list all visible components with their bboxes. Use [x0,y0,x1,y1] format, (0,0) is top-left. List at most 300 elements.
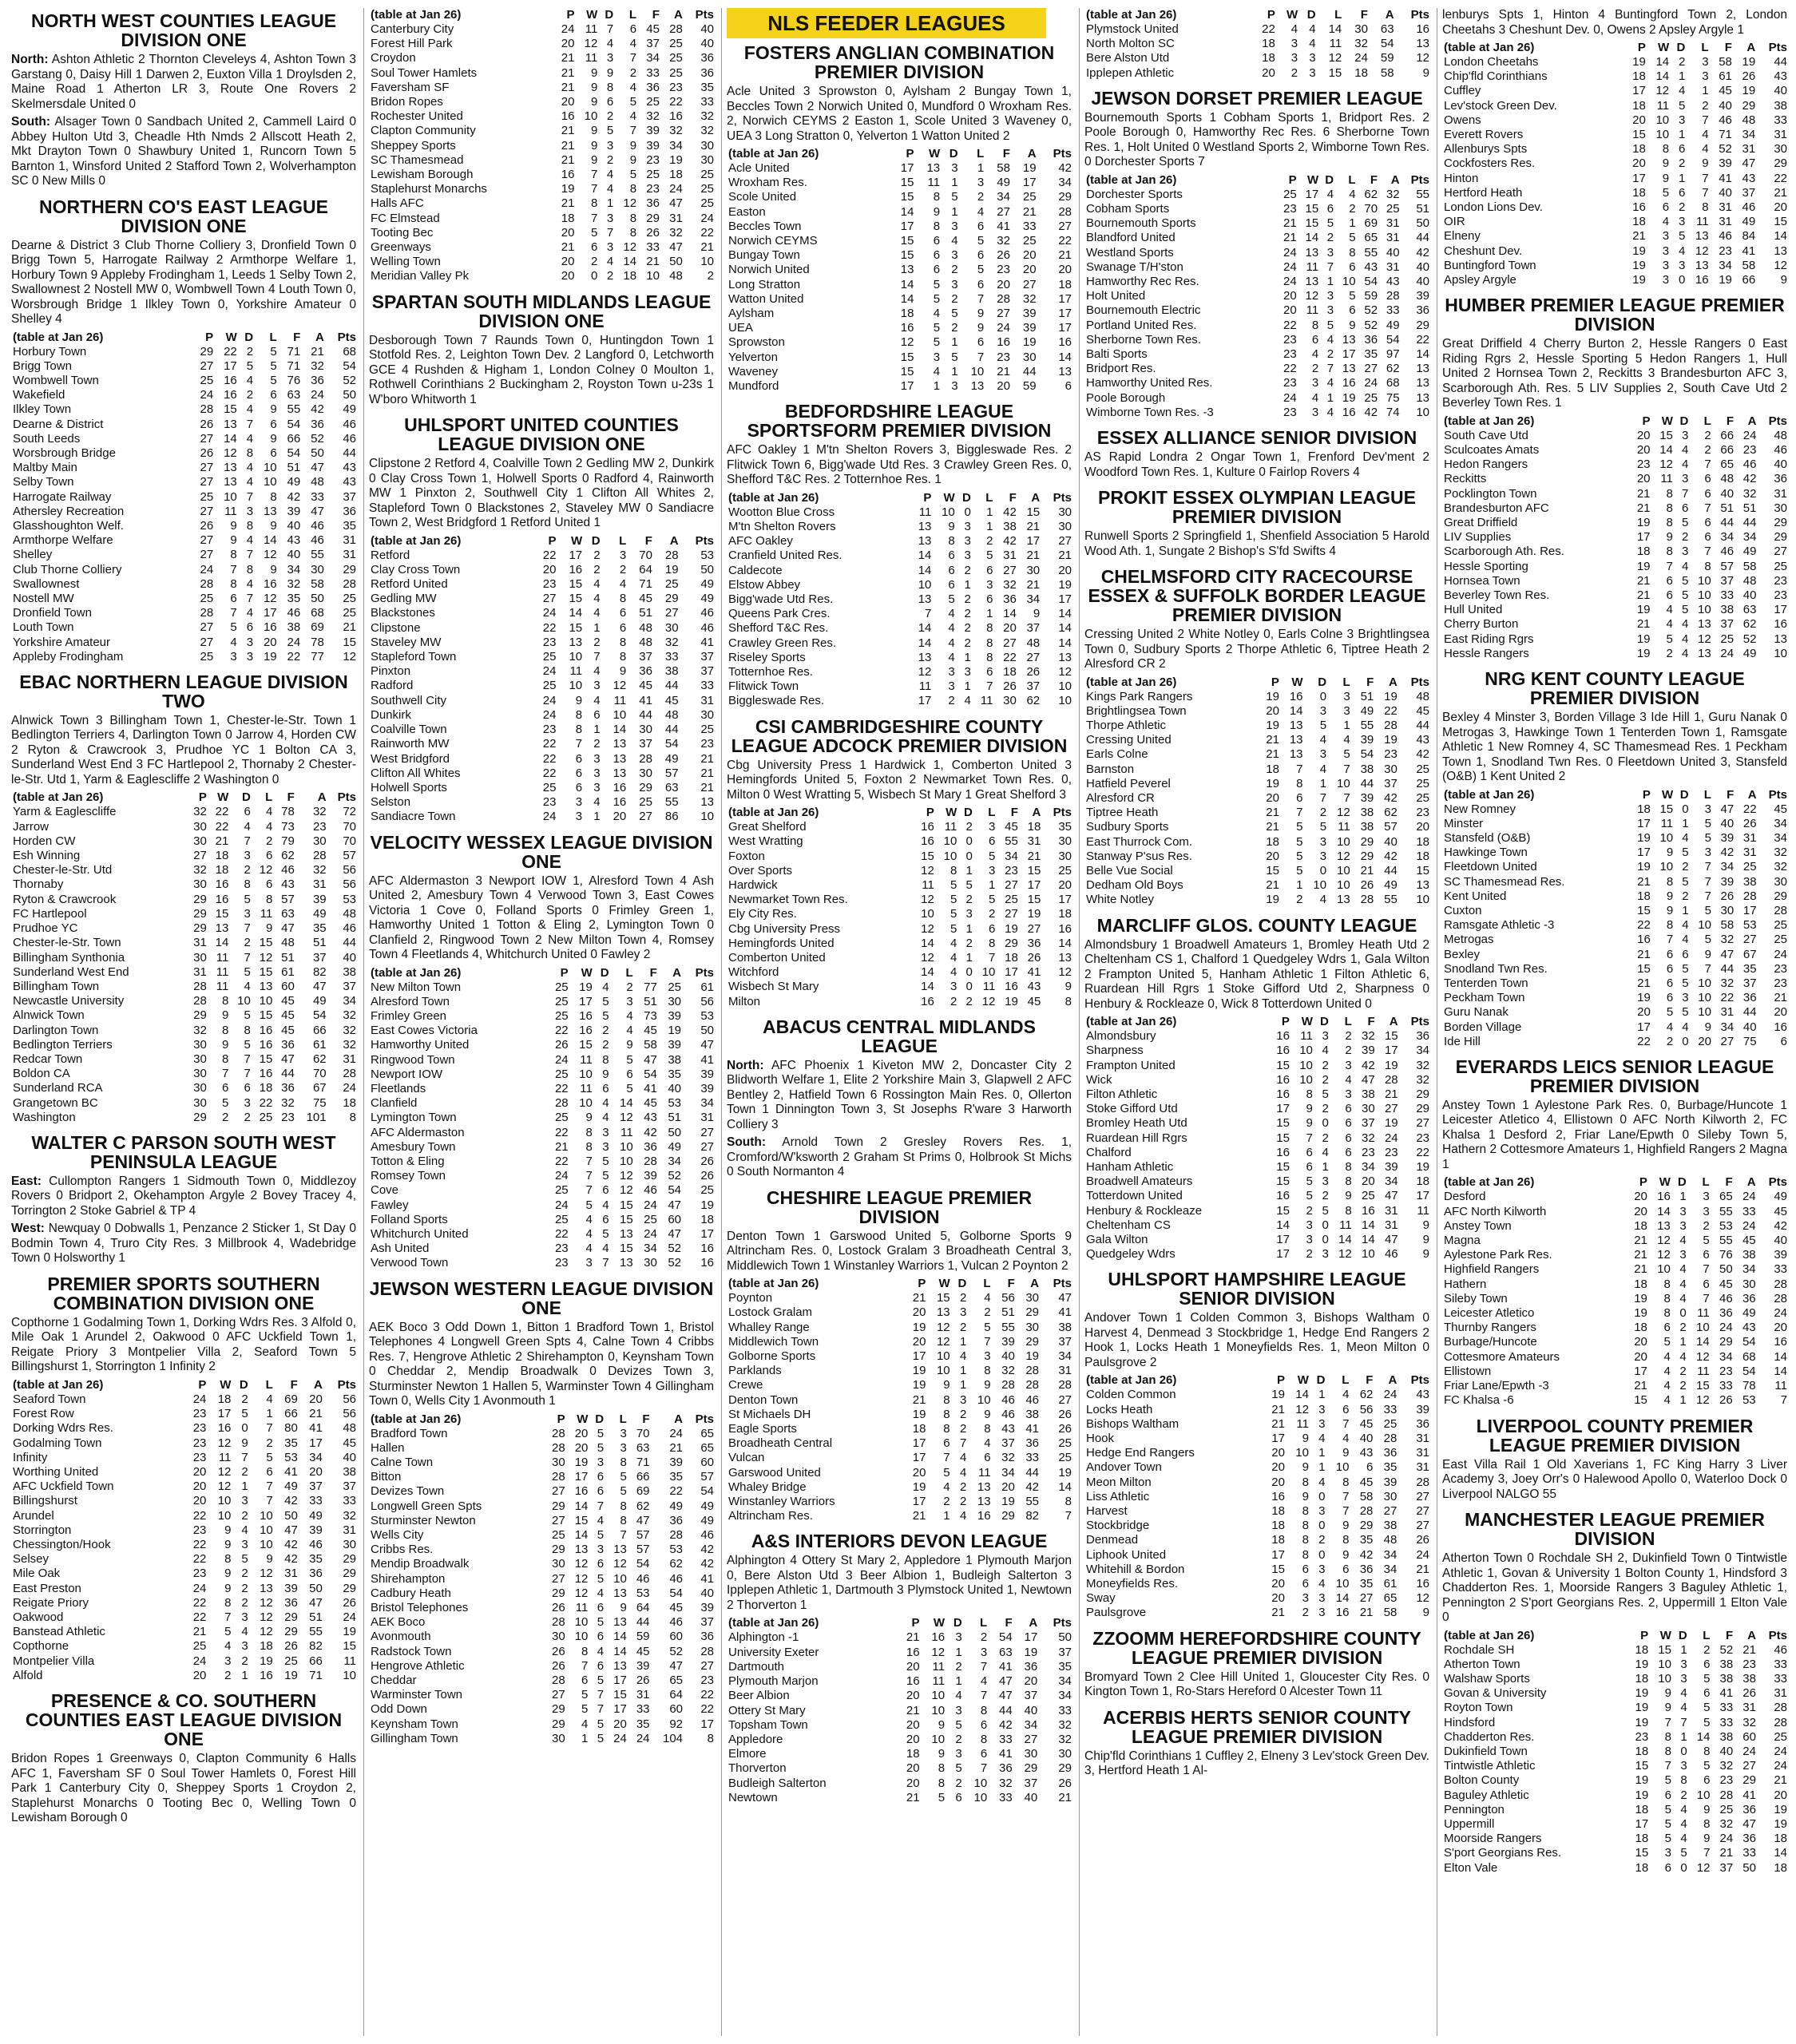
stat-cell: 65 [669,1674,684,1688]
stat-cell: 2 [1682,860,1689,874]
team-name: Parklands [728,1364,782,1378]
team-name: Alphington -1 [728,1630,799,1645]
stat-cell: 8 [246,518,254,533]
stat-cell: 13 [613,1615,627,1630]
table-row [1084,791,1429,806]
stat-cell: 16 [263,576,277,591]
team-name: Kings Park Rangers [1086,689,1193,703]
table-header-cell: Pts [695,8,714,22]
column-divider [1079,8,1080,2036]
stat-cell: 1 [960,1364,967,1378]
stat-cell: 12 [217,1436,232,1450]
stat-cell: 13 [1695,229,1709,244]
stat-cell: 7 [590,182,598,196]
stat-cell: 1 [241,1668,248,1682]
stat-cell: 8 [984,1422,991,1436]
stat-cell: 8 [629,225,637,240]
stat-cell: 60 [281,979,295,993]
table-row [1442,1817,1787,1832]
table-row [369,51,714,65]
stat-cell: 14 [918,549,932,563]
stat-cell: 1 [965,950,973,965]
stat-cell: 3 [951,248,958,263]
table-row [11,475,356,489]
stat-cell: 5 [965,877,973,892]
stat-cell: 24 [1283,275,1297,289]
stat-cell: 38 [1360,762,1374,776]
table-row [11,1480,356,1494]
team-name: Stoke Gifford Utd [1086,1102,1178,1116]
team-name: Sileby Town [1444,1291,1508,1305]
stat-cell: 38 [1360,806,1374,820]
stat-cell: 27 [1005,907,1018,921]
stat-cell: 23 [192,1436,207,1450]
stat-cell: 4 [593,795,601,810]
team-name: Elmore [728,1747,767,1761]
stat-cell: 4 [1318,1577,1326,1590]
table-header-cell: D [953,1616,962,1630]
stat-cell: 15 [1266,864,1279,877]
stat-cell: 10 [1655,113,1670,127]
stat-cell: 31 [1742,1701,1756,1715]
stat-cell: 30 [1774,142,1787,156]
table-row [11,1523,356,1538]
table-row [1442,1745,1787,1759]
stat-cell: 44 [1022,364,1037,378]
team-name: Devizes Town [371,1484,445,1499]
stat-cell: 14 [1655,69,1670,84]
table-row [11,834,356,849]
stat-cell: 10 [579,1067,593,1081]
stat-cell: 21 [700,766,714,780]
team-name: Aylestone Park Res. [1444,1248,1552,1262]
stat-cell: 31 [1416,1446,1429,1460]
table-row [369,621,714,636]
table-header-cell: W [1661,787,1674,802]
team-name: Tenterden Town [1444,976,1528,990]
stat-cell: 36 [1416,1416,1429,1431]
table-header-cell: Pts [1768,414,1787,428]
stat-cell: 22 [224,344,237,358]
league-section [1084,1270,1429,1620]
table-header-cell: W [933,1616,946,1630]
team-name: Warminster Town [371,1688,463,1702]
stat-cell: 30 [1058,1747,1072,1761]
stat-cell: 31 [343,1523,356,1537]
stat-cell: 20 [906,1732,920,1746]
stat-cell: 5 [602,1154,609,1168]
table-row [369,1053,714,1068]
stat-cell: 24 [1742,1218,1756,1233]
stat-cell: 20 [1416,820,1429,834]
stat-cell: 25 [554,1111,569,1125]
stat-cell: 54 [312,1008,327,1023]
stat-cell: 27 [664,606,679,620]
stat-cell: 6 [1703,1773,1711,1788]
stat-cell: 20 [1058,263,1072,277]
stat-cell: 34 [1384,1175,1398,1189]
stat-cell: 4 [266,819,273,834]
stat-cell: 8 [266,892,273,906]
stat-cell: 19 [1266,718,1279,732]
stat-cell: 18 [1774,1860,1787,1875]
stat-cell: 12 [584,37,598,51]
stat-cell: 25 [700,182,714,196]
stat-cell: 30 [700,138,714,153]
stat-cell: 27 [200,635,214,649]
table-row [727,564,1072,578]
table-row [727,1704,1072,1718]
stat-cell: 6 [597,1630,605,1644]
stat-cell: 34 [644,1242,657,1256]
stat-cell: 53 [700,1008,714,1023]
stat-cell: 4 [1309,22,1316,36]
stat-cell: 6 [244,805,251,819]
stat-cell: 23 [1719,244,1732,258]
stat-cell: 17 [1022,176,1037,190]
team-name: Hengrove Athletic [371,1658,465,1673]
league-title: ZZOOMM HEREFORDSHIRE COUNTY LEAGUE PREMIER DIVISION [1092,1627,1421,1668]
stat-cell: 13 [970,379,985,394]
stat-cell: 20 [574,1440,589,1455]
stat-cell: 10 [1299,1072,1313,1087]
table-row [727,651,1072,665]
stat-cell: 5 [989,893,996,907]
team-name: Totton & Eling [371,1154,445,1168]
stat-cell: 53 [1719,1218,1733,1233]
stat-cell: 32 [193,863,207,877]
stat-cell: 14 [263,533,277,548]
stat-cell: 3 [1702,69,1709,84]
team-name: Dunkirk [371,707,411,722]
team-name: Lev'stock Green Dev. [1444,98,1557,113]
stat-cell: 7 [1326,259,1334,274]
team-name: Hinton [1444,171,1479,185]
team-name: Cribbs Res. [371,1543,434,1557]
stat-cell: 16 [224,388,237,402]
stat-cell: 92 [669,1717,684,1731]
stat-cell: 60 [669,1702,684,1717]
table-row [727,1393,1072,1408]
stat-cell: 2 [980,1630,988,1645]
stat-cell: 4 [950,936,957,950]
stat-cell: 34 [668,1154,681,1168]
table-header-cell: P [1639,1175,1647,1190]
stat-cell: 23 [192,1421,207,1436]
stat-cell: 32 [646,109,660,124]
stat-cell: 13 [977,1480,991,1494]
stat-cell: 4 [1663,1393,1671,1408]
stat-cell: 7 [244,921,251,936]
stat-cell: 21 [1634,1248,1647,1262]
stat-cell: 9 [1422,1247,1429,1262]
table-header-cell: A [317,790,327,805]
stat-cell: 9 [1703,1832,1711,1846]
stat-cell: 8 [1702,200,1709,215]
stat-cell: 27 [200,461,214,475]
table-header-cell: P [205,330,214,344]
team-name: Amesbury Town [371,1139,456,1154]
stat-cell: 25 [1022,234,1037,248]
team-name: Portland United Res. [1086,318,1197,332]
stat-cell: 5 [1306,1175,1313,1189]
stat-cell: 14 [224,431,237,446]
league-section [1084,488,1429,559]
stat-cell: 14 [569,606,583,620]
stat-cell: 3 [1318,1416,1326,1431]
stat-cell: 32 [193,1023,207,1037]
stat-cell: 34 [1383,1547,1398,1562]
stat-cell: 44 [1384,864,1398,877]
stat-cell: 4 [1679,1262,1687,1277]
table-row [1084,1606,1429,1620]
stat-cell: 9 [590,95,598,109]
stat-cell: 0 [1319,689,1327,703]
team-name: Horden CW [13,834,76,848]
stat-cell: 30 [700,153,714,167]
stat-cell: 30 [1774,501,1787,515]
stat-cell: 48 [664,707,679,722]
stat-cell: 19 [574,1455,589,1469]
stat-cell: 13 [259,979,273,993]
stat-cell: 28 [1025,1364,1039,1378]
table-header-cell: A [669,533,679,548]
stat-cell: 10 [943,834,957,849]
team-name: Sudbury Sports [1086,820,1169,834]
team-name: Cottesmore Amateurs [1444,1349,1560,1364]
stat-cell: 36 [284,1595,298,1610]
stat-cell: 1 [1318,1388,1326,1402]
stat-cell: 10 [1416,405,1429,419]
table-row [369,226,714,240]
stat-cell: 4 [960,1509,967,1523]
team-name: Cuffley [1444,84,1481,98]
stat-cell: 23 [1774,961,1787,976]
stat-cell: 9 [1422,1232,1429,1246]
stat-cell: 12 [263,591,277,605]
team-name: AFC Oakley [728,534,793,549]
results-text: Ashton Athletic 2 Thornton Cleveleys 4, Ashton Town 3 Garstang 0, Daisy Hill 1 Darwen 2, Euxton Villa 1 Droylsden 2, Maine Road 1 Atherton LR 3, Route One Rovers 2 Skelmersdale United 0 [11,53,356,111]
stat-cell: 2 [984,1305,991,1320]
team-name: Totternhoe Res. [728,664,813,679]
table-row [727,995,1072,1009]
stat-cell: 32 [1386,187,1400,201]
table-row [369,563,714,577]
stat-cell: 19 [1635,1686,1649,1701]
stat-cell: 33 [1720,588,1735,602]
stat-cell: 19 [1636,559,1651,573]
team-name: Great Shelford [728,820,807,834]
stat-cell: 40 [1774,1234,1787,1248]
stat-cell: 8 [1703,1744,1711,1758]
stat-cell: 20 [1634,1349,1647,1364]
stat-cell: 29 [1774,515,1787,529]
stat-cell: 6 [977,219,985,233]
table-header-cell: L [265,1377,273,1392]
stat-cell: 42 [644,1125,657,1139]
stat-cell: 23 [646,182,660,196]
stat-cell: 20 [1774,200,1787,215]
stat-cell: 5 [1664,1816,1671,1831]
table-row [1084,333,1429,347]
stat-cell: 16 [921,820,934,834]
stat-cell: 57 [636,1543,650,1557]
stat-cell: 8 [1302,1547,1309,1562]
stat-cell: 7 [597,1702,605,1717]
table-row [369,1096,714,1111]
table-row [369,139,714,153]
stat-cell: 20 [309,1392,323,1406]
stat-cell: 39 [1384,1159,1398,1174]
team-name: Whaley Bridge [728,1480,807,1494]
stat-cell: 9 [266,921,273,936]
league-title: HUMBER PREMIER LEAGUE PREMIER DIVISION [1445,295,1785,335]
stat-cell: 2 [619,562,627,576]
results-text: Bournemouth Sports 1 Cobham Sports 1, Bridport Res. 2 Poole Borough 0, Hamworthy Rec Res. 6 Sherborne Town Res. 1, Holt United 0 Westland Sports 2, Wimborne Town Res. 0 Dorchester Sports 7 [1084,110,1429,169]
stat-cell: 12 [623,196,637,211]
stat-cell: 45 [1416,703,1429,718]
stat-cell: 12 [1328,51,1342,65]
stat-cell: 27 [1022,277,1037,291]
stat-cell: 9 [1704,947,1711,961]
team-name: Wick [1086,1072,1112,1087]
team-name: Harvest [1086,1503,1128,1518]
stat-cell: 21 [1632,229,1646,244]
table-header-row [1084,1373,1429,1388]
stat-cell: 6 [984,1451,991,1465]
stat-cell: 6 [1703,1248,1710,1262]
stat-cell: 6 [230,591,237,605]
stat-cell: 52 [1742,632,1757,646]
stat-cell: 28 [200,606,214,620]
stat-cell: 53 [700,548,714,562]
stat-cell: 15 [1276,1175,1290,1189]
stat-cell: 8 [1296,776,1303,790]
table-header-cell: W [946,806,957,820]
stat-cell: 24 [561,22,575,36]
stat-cell: 42 [1003,534,1017,549]
stat-cell: 12 [1695,244,1709,258]
stat-cell: 38 [1719,1657,1734,1671]
team-name: Darlington Town [13,1023,99,1037]
stat-cell: 10 [1362,1247,1375,1262]
stat-cell: 36 [1416,1029,1429,1044]
stat-cell: 23 [1774,976,1787,990]
stat-cell: 65 [1720,458,1735,472]
stat-cell: 46 [700,620,714,635]
stat-cell: 49 [309,1508,323,1523]
stat-cell: 5 [244,1037,251,1052]
stat-cell: 6 [575,751,583,766]
stat-cell: 26 [1026,664,1041,679]
stat-cell: 12 [1338,1247,1352,1262]
stat-cell: 19 [1634,1306,1647,1321]
stat-cell: 8 [1345,1175,1352,1189]
stat-cell: 43 [1027,980,1041,994]
stat-cell: 19 [1635,1788,1649,1802]
stat-cell: 31 [1416,1460,1429,1475]
stat-cell: 6 [1311,332,1319,347]
stat-cell: 50 [1719,1262,1733,1277]
stat-cell: 27 [1416,1503,1429,1518]
stat-cell: 37 [639,737,652,751]
stat-cell: 4 [955,1689,962,1703]
stat-cell: 20 [1636,428,1651,442]
stat-cell: 8 [1662,142,1670,156]
stat-cell: 4 [1682,646,1689,660]
table-row [369,1601,714,1615]
table-row [1442,472,1787,486]
stat-cell: 7 [597,1499,605,1513]
stat-cell: 13 [260,1581,273,1595]
stat-cell: 54 [1360,747,1374,762]
stat-cell: 6 [244,1081,251,1095]
stat-cell: 47 [999,1674,1013,1689]
stat-cell: 31 [1416,1431,1429,1445]
stat-cell: 23 [192,1523,207,1537]
stat-cell: 37 [1026,679,1041,694]
stat-cell: 7 [597,1688,605,1702]
stat-cell: 3 [1311,405,1319,419]
stat-cell: 50 [284,1508,298,1523]
stat-cell: 6 [1704,530,1711,545]
stat-cell: 9 [270,562,277,576]
team-name: Chip'fld Corinthians [1444,69,1548,84]
stat-cell: 15 [579,1038,593,1052]
table-header-label: (table at Jan 26) [371,1412,462,1426]
stat-cell: 15 [569,592,583,606]
stat-cell: 8 [1663,1306,1671,1321]
stat-cell: 40 [1416,259,1429,274]
table-row [11,863,356,877]
stat-cell: 36 [646,80,660,94]
stat-cell: 3 [602,1125,609,1139]
stat-cell: 5 [1326,216,1334,231]
team-name: Romsey Town [371,1169,446,1183]
stat-cell: 8 [933,219,941,233]
stat-cell: 7 [244,834,251,848]
table-header-cell: L [1334,8,1342,22]
stat-cell: 2 [950,994,957,1008]
stat-cell: 4 [1666,603,1673,617]
stat-cell: 7 [1702,185,1709,200]
stat-cell: 10 [613,1571,627,1586]
stat-cell: 1 [1349,216,1356,231]
stat-cell: 50 [1058,1630,1072,1645]
stat-cell: 19 [668,1024,681,1038]
stat-cell: 5 [951,350,958,364]
column-divider [721,8,722,2036]
stat-cell: 7 [1703,1262,1710,1277]
stat-cell: 20 [997,277,1010,291]
team-name: Mendip Broadwalk [371,1557,470,1571]
table-header-cell: F [1010,806,1018,820]
stat-cell: 39 [1360,790,1374,805]
team-name: Everett Rovers [1444,128,1524,142]
stat-cell: 12 [217,1464,232,1479]
league-table [1084,1015,1429,1262]
stat-cell: 14 [1335,1591,1350,1606]
stat-cell: 48 [1720,472,1735,486]
stat-cell: 21 [311,344,324,358]
stat-cell: 36 [309,1567,323,1581]
stat-cell: 6 [1302,1562,1309,1576]
stat-cell: 3 [1343,689,1350,703]
stat-cell: 3 [1318,1503,1326,1518]
stat-cell: 36 [1719,1306,1733,1321]
stat-cell: 16 [574,1484,589,1499]
stat-cell: 9 [1302,1460,1309,1475]
